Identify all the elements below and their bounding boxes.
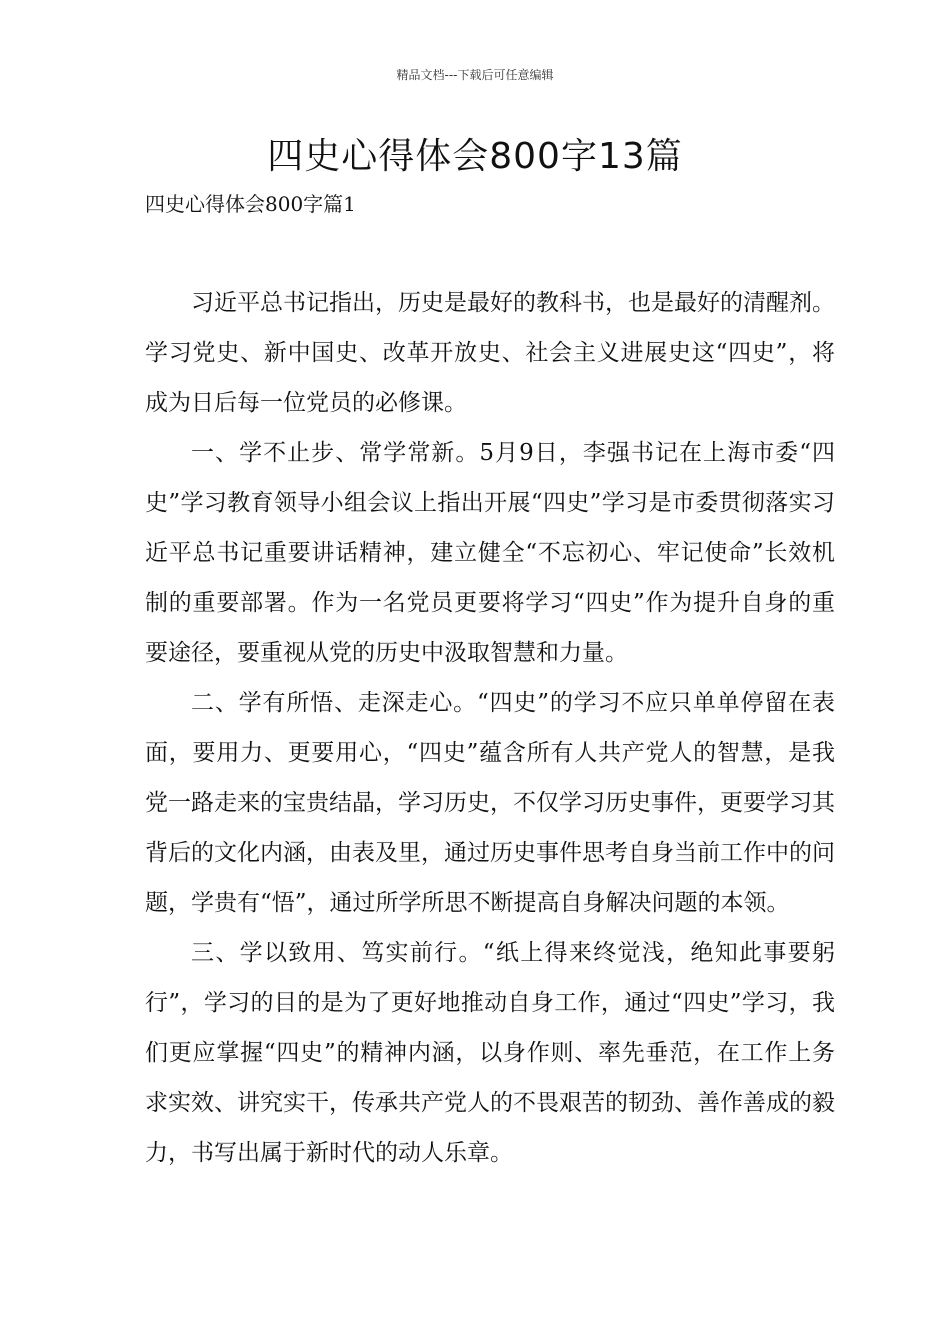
paragraph-point-three: 三、学以致用、笃实前行。“纸上得来终觉浅，绝知此事要躬行”，学习的目的是为了更好地推动自身工作，通过“四史”学习，我们更应掌握“四史”的精神内涵，以身作则、率先垂范，在工作上务求实效、讲究实干，传承共产党人的不畏艰苦的韧劲、善作善成的毅力，书写出属于新时代的动人乐章。 <box>145 940 835 1166</box>
document-title: 四史心得体会800字13篇 <box>267 136 683 177</box>
paragraph-point-one: 一、学不止步、常学常新。5月9日，李强书记在上海市委“四史”学习教育领导小组会议上指出开展“四史”学习是市委贯彻落实习近平总书记重要讲话精神，建立健全“不忘初心、牢记使命”长效机制的重要部署。作为一名党员更要将学习“四史”作为提升自身的重要途径，要重视从党的历史中汲取智慧和力量。 <box>145 440 835 666</box>
paragraph-intro: 习近平总书记指出，历史是最好的教科书，也是最好的清醒剂。学习党史、新中国史、改革开放史、社会主义进展史这“四史”，将成为日后每一位党员的必修课。 <box>145 290 835 416</box>
document-body <box>145 278 835 1178</box>
header-note: 精品文档---下载后可任意编辑 <box>396 68 554 82</box>
paragraph-point-two: 二、学有所悟、走深走心。“四史”的学习不应只单单停留在表面，要用力、更要用心，“四史”蕴含所有人共产党人的智慧，是我党一路走来的宝贵结晶，学习历史，不仅学习历史事件，更要学习其背后的文化内涵，由表及里，通过历史事件思考自身当前工作中的问题，学贵有“悟”，通过所学所思不断提高自身解决问题的本领。 <box>145 690 835 916</box>
document-subtitle: 四史心得体会800字篇1 <box>145 192 356 216</box>
